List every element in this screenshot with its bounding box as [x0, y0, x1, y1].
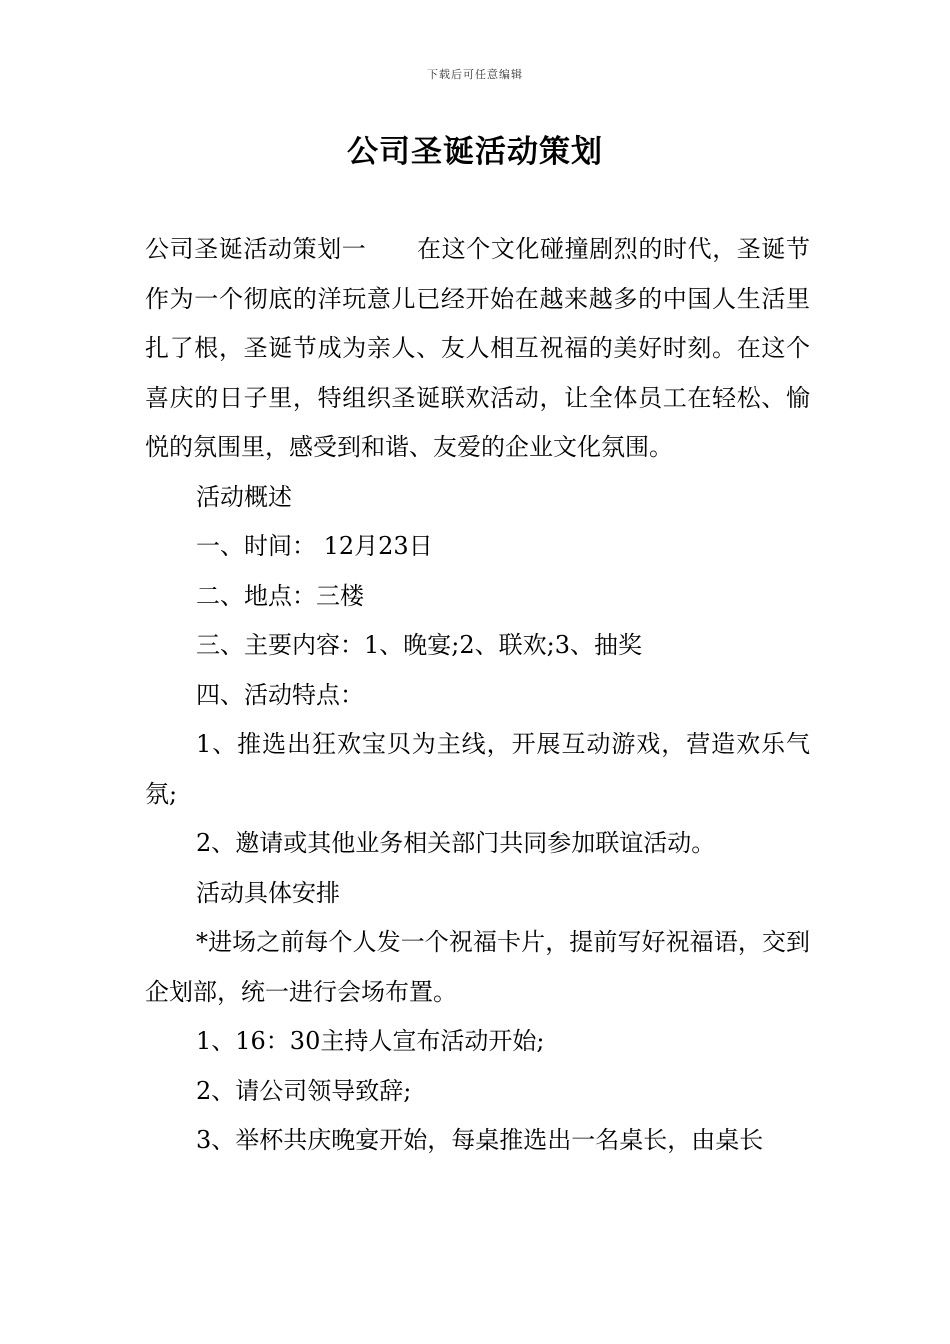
paragraph-time: 一、时间： 12月23日 [196, 532, 433, 560]
paragraph-feature-1: 1、推选出狂欢宝贝为主线，开展互动游戏，营造欢乐气氛; [145, 730, 810, 808]
document-title: 公司圣诞活动策划 [347, 134, 603, 170]
intro-text: 在这个文化碰撞剧烈的时代，圣诞节作为一个彻底的洋玩意儿已经开始在越来越多的中国人生活里扎了根，圣诞节成为亲人、友人相互祝福的美好时刻。在这个喜庆的日子里，特组织圣诞联欢活动，让全体员工在轻松、愉悦的氛围里，感受到和谐、友爱的企业文化氛围。 [145, 235, 811, 461]
section-heading-overview: 活动概述 [196, 482, 292, 511]
header-note: 下载后可任意编辑 [427, 68, 523, 81]
paragraph-card-note: *进场之前每个人发一个祝福卡片，提前写好祝福语，交到企划部，统一进行会场布置。 [145, 928, 810, 1006]
paragraph-schedule-3: 3、举杯共庆晚宴开始，每桌推选出一名桌长，由桌长 [196, 1126, 764, 1154]
intro-lead: 公司圣诞活动策划一 [145, 235, 367, 263]
paragraph-features-heading: 四、活动特点： [196, 680, 364, 709]
intro-paragraph [145, 225, 810, 473]
paragraph-location: 二、地点：三楼 [196, 581, 364, 610]
paragraph-schedule-1: 1、16：30主持人宣布活动开始; [196, 1027, 545, 1055]
paragraph-feature-2: 2、邀请或其他业务相关部门共同参加联谊活动。 [196, 829, 716, 857]
section-heading-schedule: 活动具体安排 [196, 878, 340, 907]
document-body [145, 225, 810, 1166]
paragraph-schedule-2: 2、请公司领导致辞; [196, 1076, 412, 1105]
paragraph-main-content: 三、主要内容：1、晚宴;2、联欢;3、抽奖 [196, 631, 642, 659]
